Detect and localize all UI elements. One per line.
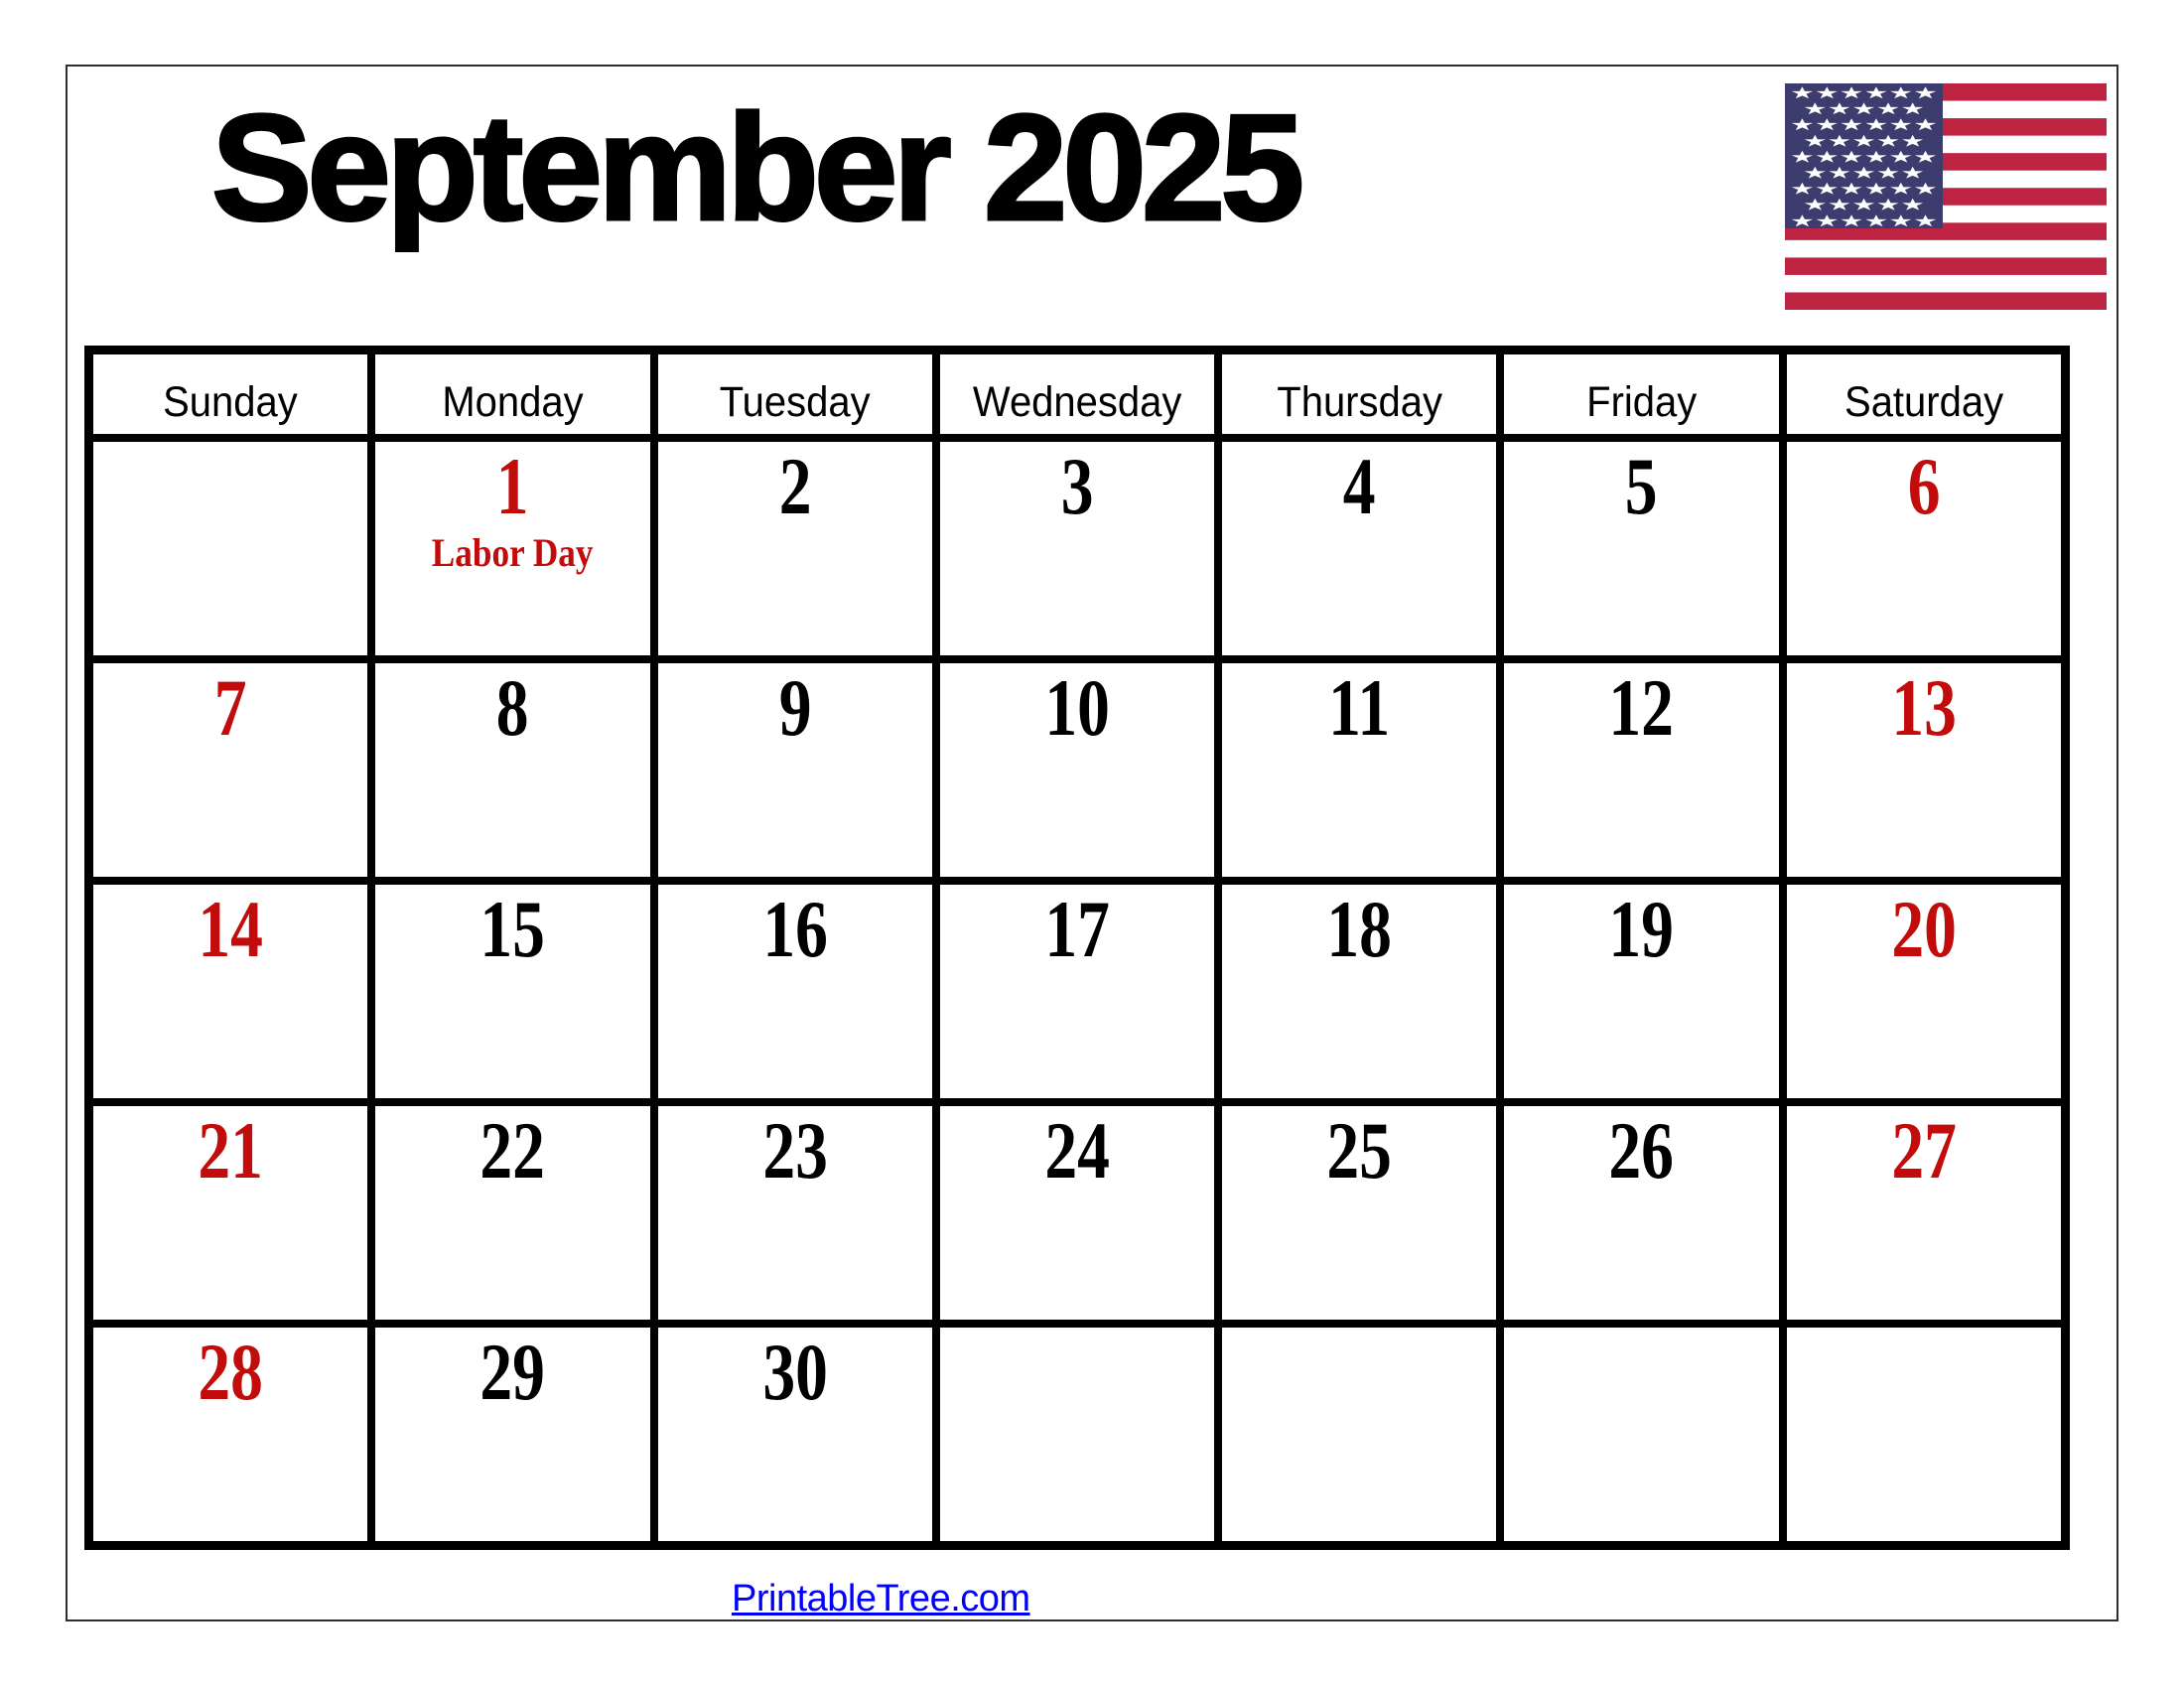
date-number: 21 xyxy=(198,1105,263,1196)
date-number: 20 xyxy=(1891,884,1957,974)
svg-text:★★★★★★: ★★★★★★ xyxy=(1790,179,1938,199)
calendar-grid xyxy=(84,346,2070,1550)
day-cell-28 xyxy=(93,1328,367,1541)
us-flag-icon xyxy=(1785,83,2107,310)
date-number: 19 xyxy=(1608,884,1675,974)
day-header-friday: Friday xyxy=(1504,354,1778,434)
date-number: 7 xyxy=(213,662,247,753)
date-number: 13 xyxy=(1891,662,1957,753)
date-number: 6 xyxy=(1907,441,1941,531)
day-header-saturday: Saturday xyxy=(1787,354,2061,434)
day-header-monday: Monday xyxy=(375,354,649,434)
day-cell-26 xyxy=(1504,1106,1778,1320)
date-number: 16 xyxy=(761,884,828,974)
day-cell-22 xyxy=(375,1106,649,1320)
page-title: September 2025 xyxy=(211,83,1299,252)
day-cell-empty xyxy=(1787,1328,2061,1541)
svg-text:★★★★★: ★★★★★ xyxy=(1803,131,1925,151)
day-cell-16 xyxy=(658,885,932,1098)
day-cell-17 xyxy=(940,885,1214,1098)
date-number: 9 xyxy=(778,662,812,753)
day-cell-8 xyxy=(375,663,649,877)
svg-text:★★★★★★: ★★★★★★ xyxy=(1790,147,1938,167)
day-header-wednesday: Wednesday xyxy=(940,354,1214,434)
day-cell-9 xyxy=(658,663,932,877)
svg-text:★★★★★: ★★★★★ xyxy=(1803,163,1925,183)
day-cell-6 xyxy=(1787,442,2061,655)
day-cell-13 xyxy=(1787,663,2061,877)
day-header-sunday: Sunday xyxy=(93,354,367,434)
day-cell-15 xyxy=(375,885,649,1098)
day-header-thursday: Thursday xyxy=(1222,354,1496,434)
date-number: 2 xyxy=(778,441,812,531)
date-number: 5 xyxy=(1625,441,1658,531)
date-number: 4 xyxy=(1342,441,1376,531)
day-header-tuesday: Tuesday xyxy=(658,354,932,434)
date-number: 8 xyxy=(496,662,529,753)
day-cell-empty xyxy=(1504,1328,1778,1541)
day-cell-27 xyxy=(1787,1106,2061,1320)
date-number: 11 xyxy=(1328,662,1391,753)
date-number: 22 xyxy=(479,1105,546,1196)
date-number: 15 xyxy=(479,884,546,974)
date-number: 10 xyxy=(1044,662,1110,753)
svg-text:★★★★★★: ★★★★★★ xyxy=(1790,115,1938,135)
day-cell-empty xyxy=(1222,1328,1496,1541)
svg-text:★★★★★: ★★★★★ xyxy=(1803,99,1925,119)
svg-text:★★★★★★: ★★★★★★ xyxy=(1790,83,1938,102)
date-number: 28 xyxy=(198,1327,263,1417)
svg-text:★★★★★★: ★★★★★★ xyxy=(1790,211,1938,230)
day-cell-25 xyxy=(1222,1106,1496,1320)
day-cell-19 xyxy=(1504,885,1778,1098)
day-cell-5 xyxy=(1504,442,1778,655)
date-number: 25 xyxy=(1326,1105,1393,1196)
svg-text:★★★★★: ★★★★★ xyxy=(1803,195,1925,214)
day-cell-20 xyxy=(1787,885,2061,1098)
day-cell-4 xyxy=(1222,442,1496,655)
day-cell-29 xyxy=(375,1328,649,1541)
date-number: 29 xyxy=(479,1327,546,1417)
date-number: 23 xyxy=(761,1105,828,1196)
date-number: 1 xyxy=(496,441,529,531)
day-cell-3 xyxy=(940,442,1214,655)
date-number: 18 xyxy=(1326,884,1393,974)
day-cell-2 xyxy=(658,442,932,655)
day-cell-23 xyxy=(658,1106,932,1320)
day-cell-empty xyxy=(940,1328,1214,1541)
day-cell-7 xyxy=(93,663,367,877)
day-cell-1 xyxy=(375,442,649,655)
day-cell-21 xyxy=(93,1106,367,1320)
day-cell-10 xyxy=(940,663,1214,877)
date-number: 3 xyxy=(1060,441,1094,531)
date-number: 17 xyxy=(1044,884,1110,974)
date-number: 12 xyxy=(1608,662,1675,753)
date-number: 27 xyxy=(1891,1105,1957,1196)
day-cell-18 xyxy=(1222,885,1496,1098)
day-cell-30 xyxy=(658,1328,932,1541)
holiday-label: Labor Day xyxy=(432,530,594,575)
day-cell-14 xyxy=(93,885,367,1098)
date-number: 14 xyxy=(198,884,263,974)
date-number: 26 xyxy=(1608,1105,1675,1196)
day-cell-empty xyxy=(93,442,367,655)
day-cell-11 xyxy=(1222,663,1496,877)
day-cell-12 xyxy=(1504,663,1778,877)
day-cell-24 xyxy=(940,1106,1214,1320)
date-number: 30 xyxy=(761,1327,828,1417)
footer-link[interactable]: PrintableTree.com xyxy=(732,1578,1030,1619)
date-number: 24 xyxy=(1044,1105,1110,1196)
